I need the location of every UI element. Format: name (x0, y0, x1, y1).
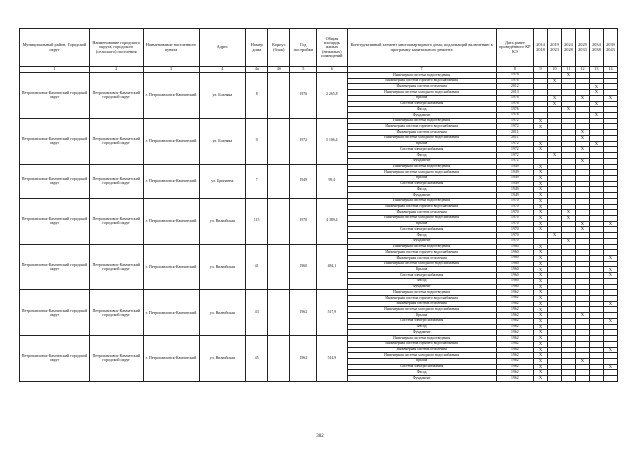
year-cell: 1970 (290, 198, 317, 244)
period-cell: X (534, 267, 548, 273)
period-cell: X (575, 130, 589, 136)
element-cell: Система электроснабжения (347, 101, 496, 107)
area-cell: 2 265,8 (317, 73, 347, 119)
period-cell: X (534, 187, 548, 193)
element-cell: Инженерная система водоотведения (347, 73, 496, 79)
element-cell: Инженерная система холодного водоснабжения (347, 307, 496, 313)
prev-date-cell: 1962 (496, 353, 533, 359)
district-cell: Петропавловск-Камчатский городской округ (20, 73, 90, 119)
period-cell: X (534, 324, 548, 330)
area-cell: 484,1 (317, 244, 347, 290)
element-cell: Система электроснабжения (347, 181, 496, 187)
block-cell (268, 336, 290, 382)
element-cell: Инженерная система водоотведения (347, 164, 496, 170)
period-cell: X (534, 198, 548, 204)
prev-date-cell: 1976 (496, 78, 533, 84)
col-header-locality: Наименование населенного пункта (143, 29, 199, 67)
period-cell: X (589, 113, 603, 119)
column-number-cell: 9 (534, 67, 548, 73)
prev-date-cell: 1960 (496, 278, 533, 284)
house-number-cell: 7 (246, 164, 268, 198)
prev-date-cell: 1962 (496, 376, 533, 382)
period-cell: X (561, 73, 575, 79)
period-cell: X (603, 95, 617, 101)
prev-date-cell: 2012 (496, 84, 533, 90)
period-cell: X (534, 376, 548, 382)
element-cell: Фасад (347, 107, 496, 113)
period-cell: X (534, 358, 548, 364)
address-cell: ул. Вилюйская (199, 336, 246, 382)
column-number-cell: 6 (317, 67, 347, 73)
address-cell: ул. Вилюйская (199, 244, 246, 290)
prev-date-cell: 1970 (496, 233, 533, 239)
col-header-area: Общая площадь жилых (нежилых) помещений (317, 29, 347, 67)
element-cell: Инженерная система холодного водоснабжения (347, 353, 496, 359)
column-number-cell: 4а (246, 67, 268, 73)
prev-date-cell: 1976 (496, 73, 533, 79)
period-cell: X (547, 95, 561, 101)
prev-date-cell: 1976 (496, 113, 533, 119)
house-number-cell: 41 (246, 244, 268, 290)
period-cell: X (575, 358, 589, 364)
element-cell: Инженерная система холодного водоснабжения (347, 170, 496, 176)
prev-date-cell: 1962 (496, 301, 533, 307)
area-cell: 5 106,4 (317, 118, 347, 164)
locality-cell: г. Петропавловск-Камчатский (143, 118, 199, 164)
prev-date-cell: 1962 (496, 341, 533, 347)
element-cell: Инженерная система холодного водоснабжения (347, 135, 496, 141)
district-cell: Петропавловск-Камчатский городской округ (20, 118, 90, 164)
element-cell: Инженерная система горячего водоснабжения (347, 204, 496, 210)
column-number-cell: 7 (347, 67, 496, 73)
house-number-cell: 9 (246, 118, 268, 164)
element-cell: Инженерная система отопления (347, 210, 496, 216)
district-cell: Петропавловск-Камчатский городской округ (20, 336, 90, 382)
prev-date-cell: 1962 (496, 358, 533, 364)
locality-cell: г. Петропавловск-Камчатский (143, 164, 199, 198)
period-cell: X (534, 284, 548, 290)
period-cell: X (534, 336, 548, 342)
block-cell (268, 244, 290, 290)
element-cell: Фундамент (347, 158, 496, 164)
locality-cell: г. Петропавловск-Камчатский (143, 336, 199, 382)
period-cell: X (534, 296, 548, 302)
column-number-cell: 4б (268, 67, 290, 73)
period-cell: X (603, 301, 617, 307)
area-cell: 99,4 (317, 164, 347, 198)
period-cell: X (547, 153, 561, 159)
element-cell: Фундамент (347, 238, 496, 244)
element-cell: Инженерная система отопления (347, 301, 496, 307)
period-cell: X (575, 227, 589, 233)
period-cell: X (534, 261, 548, 267)
house-number-cell: 115 (246, 198, 268, 244)
prev-date-cell: 1949 (496, 181, 533, 187)
period-cell: X (534, 227, 548, 233)
period-cell: X (534, 175, 548, 181)
prev-date-cell: 1962 (496, 313, 533, 319)
period-cell: X (561, 210, 575, 216)
district-cell: Петропавловск-Камчатский городской округ (20, 290, 90, 336)
period-cell: X (534, 256, 548, 262)
period-cell: X (534, 147, 548, 153)
column-number-cell: 11 (561, 67, 575, 73)
prev-date-cell: 1972 (496, 158, 533, 164)
period-cell: X (534, 221, 548, 227)
period-cell: X (534, 347, 548, 353)
year-cell: 1972 (290, 118, 317, 164)
period-cell: X (575, 95, 589, 101)
element-cell: Система электроснабжения (347, 318, 496, 324)
period-cell: X (534, 170, 548, 176)
element-cell: Инженерная система горячего водоснабжения (347, 78, 496, 84)
prev-date-cell: 1962 (496, 318, 533, 324)
settlement-cell: Петропавловск-Камчатский городской округ (89, 73, 143, 119)
period-cell: X (603, 221, 617, 227)
period-cell: X (534, 273, 548, 279)
prev-date-cell: 1962 (496, 364, 533, 370)
house-number-cell: 8 (246, 73, 268, 119)
element-cell: Система электроснабжения (347, 147, 496, 153)
year-cell: 1960 (290, 244, 317, 290)
element-cell: Фундамент (347, 284, 496, 290)
period-cell: X (561, 238, 575, 244)
period-cell (547, 376, 561, 382)
period-cell: X (534, 210, 548, 216)
period-cell: X (534, 307, 548, 313)
district-cell: Петропавловск-Камчатский городской округ (20, 244, 90, 290)
element-cell: Инженерная система горячего водоснабжения (347, 296, 496, 302)
prev-date-cell: 1949 (496, 170, 533, 176)
column-number-cell: 14 (603, 67, 617, 73)
period-cell (575, 376, 589, 382)
element-cell: Инженерная система отопления (347, 347, 496, 353)
element-cell: Фундамент (347, 113, 496, 119)
period-cell: X (534, 341, 548, 347)
address-cell: ул. Бохняка (199, 118, 246, 164)
element-cell: Инженерная система водоотведения (347, 336, 496, 342)
prev-date-cell: 1949 (496, 164, 533, 170)
period-cell (589, 376, 603, 382)
table-body (20, 73, 618, 382)
address-cell: ул. Бригинна (199, 164, 246, 198)
area-cell: 4 389,4 (317, 198, 347, 244)
house-number-cell: 43 (246, 290, 268, 336)
element-cell: Инженерная система холодного водоснабжения (347, 90, 496, 96)
prev-date-cell: 1970 (496, 227, 533, 233)
element-cell: Инженерная система водоотведения (347, 118, 496, 124)
block-cell (268, 198, 290, 244)
prev-date-cell: 2011 (496, 135, 533, 141)
element-cell: Крыша (347, 313, 496, 319)
period-cell: X (534, 290, 548, 296)
col-header-district: Муниципальный район, Городской округ (20, 29, 90, 67)
district-cell: Петропавловск-Камчатский городской округ (20, 164, 90, 198)
col-header-block: Корпус (блок) (268, 29, 290, 67)
area-cell: 514,9 (317, 336, 347, 382)
column-number-cell: 1 (20, 67, 90, 73)
period-cell: X (575, 221, 589, 227)
col-header-address: Адрес (199, 29, 246, 67)
element-cell: Фасад (347, 153, 496, 159)
period-cell: X (534, 318, 548, 324)
prev-date-cell: 1962 (496, 330, 533, 336)
prev-date-cell: 1972 (496, 147, 533, 153)
year-cell: 1962 (290, 336, 317, 382)
settlement-cell: Петропавловск-Камчатский городской округ (89, 198, 143, 244)
element-cell: Фасад (347, 187, 496, 193)
col-header-element: Конструктивный элемент многоквартирного дома, подлежащий включению в программу капитального ремонта (347, 29, 496, 67)
settlement-cell: Петропавловск-Камчатский городской округ (89, 164, 143, 198)
element-cell: Фасад (347, 324, 496, 330)
period-cell: X (534, 215, 548, 221)
period-cell: X (589, 90, 603, 96)
prev-date-cell: 1976 (496, 107, 533, 113)
settlement-cell: Петропавловск-Камчатский городской округ (89, 118, 143, 164)
element-cell: Инженерная система водоотведения (347, 198, 496, 204)
prev-date-cell: 1962 (496, 324, 533, 330)
prev-date-cell: 1962 (496, 370, 533, 376)
period-cell: X (534, 370, 548, 376)
period-cell: X (561, 215, 575, 221)
element-cell: Фасад (347, 278, 496, 284)
period-cell: X (534, 181, 548, 187)
col-header-settlement: Наименование городского округа, городского (сельского) поселения (89, 29, 143, 67)
house-number-cell: 45 (246, 336, 268, 382)
settlement-cell: Петропавловск-Камчатский городской округ (89, 244, 143, 290)
prev-date-cell: 1949 (496, 187, 533, 193)
prev-date-cell: 1972 (496, 124, 533, 130)
col-header-house-number: Номер дома (246, 29, 268, 67)
element-cell: Инженерная система водоотведения (347, 244, 496, 250)
element-cell: Фундамент (347, 193, 496, 199)
block-cell (268, 73, 290, 119)
settlement-cell: Петропавловск-Камчатский городской округ (89, 290, 143, 336)
prev-date-cell: 1962 (496, 336, 533, 342)
period-cell (561, 376, 575, 382)
period-cell: X (534, 193, 548, 199)
col-header-year: Год постройки (290, 29, 317, 67)
period-cell: X (575, 313, 589, 319)
locality-cell: г. Петропавловск-Камчатский (143, 73, 199, 119)
prev-date-cell: 1962 (496, 307, 533, 313)
prev-date-cell: 1960 (496, 250, 533, 256)
element-cell: Инженерная система отопления (347, 256, 496, 262)
col-header-period-5: 2034 2038 (589, 29, 603, 67)
element-cell: Инженерная система отопления (347, 130, 496, 136)
prev-date-cell: 1960 (496, 261, 533, 267)
element-cell: Система электроснабжения (347, 227, 496, 233)
element-cell: Инженерная система горячего водоснабжения (347, 124, 496, 130)
locality-cell: г. Петропавловск-Камчатский (143, 244, 199, 290)
element-cell: Инженерная система холодного водоснабжения (347, 261, 496, 267)
period-cell: X (589, 101, 603, 107)
prev-date-cell: 1960 (496, 284, 533, 290)
element-cell: Крыша (347, 358, 496, 364)
block-cell (268, 118, 290, 164)
column-number-cell: 13 (589, 67, 603, 73)
period-cell: X (603, 273, 617, 279)
prev-date-cell: 1970 (496, 238, 533, 244)
prev-date-cell: 1976 (496, 95, 533, 101)
block-cell (268, 164, 290, 198)
period-cell: X (575, 147, 589, 153)
period-cell: X (547, 233, 561, 239)
prev-date-cell: 2011 (496, 130, 533, 136)
period-cell: X (575, 158, 589, 164)
prev-date-cell: 1972 (496, 141, 533, 147)
year-cell: 1976 (290, 73, 317, 119)
col-header-period-4: 2029 2033 (575, 29, 589, 67)
element-cell: Инженерная система горячего водоснабжения (347, 250, 496, 256)
column-number-cell: 8 (496, 67, 533, 73)
prev-date-cell: 1970 (496, 198, 533, 204)
element-cell: Инженерная система горячего водоснабжения (347, 341, 496, 347)
period-cell: X (561, 107, 575, 113)
period-cell: X (575, 135, 589, 141)
element-cell: Фундамент (347, 376, 496, 382)
district-cell: Петропавловск-Камчатский городской округ (20, 198, 90, 244)
period-cell: X (589, 84, 603, 90)
prev-date-cell: 1960 (496, 267, 533, 273)
prev-date-cell: 1970 (496, 204, 533, 210)
prev-date-cell: 1970 (496, 221, 533, 227)
prev-date-cell: 1960 (496, 244, 533, 250)
prev-date-cell: 1949 (496, 193, 533, 199)
period-cell: X (534, 250, 548, 256)
col-header-prev-date: Дата ранее проведённого КР КЭ (496, 29, 533, 67)
header-row (20, 29, 618, 67)
block-cell (268, 290, 290, 336)
year-cell: 1962 (290, 290, 317, 336)
element-cell: Фасад (347, 370, 496, 376)
element-cell: Крыша (347, 267, 496, 273)
element-cell: Инженерная система отопления (347, 84, 496, 90)
period-cell: X (534, 353, 548, 359)
period-cell: X (534, 118, 548, 124)
prev-date-cell: 1972 (496, 153, 533, 159)
period-cell: X (547, 101, 561, 107)
period-cell: X (547, 78, 561, 84)
period-cell: X (534, 141, 548, 147)
capital-repair-table (19, 28, 618, 382)
period-cell: X (534, 301, 548, 307)
period-cell: X (589, 141, 603, 147)
address-cell: ул. Вилюйская (199, 198, 246, 244)
column-number-cell: 3 (143, 67, 199, 73)
prev-date-cell: 1949 (496, 175, 533, 181)
element-cell: Система электроснабжения (347, 364, 496, 370)
year-cell: 1949 (290, 164, 317, 198)
prev-date-cell: 1976 (496, 101, 533, 107)
prev-date-cell: 2013 (496, 90, 533, 96)
element-cell: Инженерная система холодного водоснабжения (347, 215, 496, 221)
period-cell: X (534, 124, 548, 130)
period-cell: X (534, 313, 548, 319)
period-cell: X (534, 278, 548, 284)
address-cell: ул. Вилюйская (199, 290, 246, 336)
element-cell: Крыша (347, 95, 496, 101)
period-cell (603, 376, 617, 382)
element-cell: Фундамент (347, 330, 496, 336)
prev-date-cell: 1962 (496, 290, 533, 296)
element-cell: Крыша (347, 175, 496, 181)
period-cell: X (534, 164, 548, 170)
period-cell: X (534, 244, 548, 250)
element-cell: Фасад (347, 233, 496, 239)
prev-date-cell: 1960 (496, 256, 533, 262)
element-cell: Система электроснабжения (347, 273, 496, 279)
page-number: 302 (316, 434, 324, 439)
column-number-cell: 2 (89, 67, 143, 73)
period-cell: X (534, 330, 548, 336)
period-cell: X (534, 204, 548, 210)
locality-cell: г. Петропавловск-Камчатский (143, 290, 199, 336)
prev-date-cell: 1962 (496, 347, 533, 353)
area-cell: 517,9 (317, 290, 347, 336)
period-cell: X (603, 256, 617, 262)
column-number-cell: 12 (575, 67, 589, 73)
address-cell: ул. Бохняка (199, 73, 246, 119)
element-cell: Крыша (347, 141, 496, 147)
col-header-period-3: 2024 2028 (561, 29, 575, 67)
period-cell: X (534, 364, 548, 370)
settlement-cell: Петропавловск-Камчатский городской округ (89, 336, 143, 382)
element-cell: Инженерная система водоотведения (347, 290, 496, 296)
element-cell: Крыша (347, 221, 496, 227)
col-header-period-6: 2039 2043 (603, 29, 617, 67)
period-cell: X (603, 364, 617, 370)
prev-date-cell: 1970 (496, 215, 533, 221)
prev-date-cell: 1972 (496, 118, 533, 124)
locality-cell: г. Петропавловск-Камчатский (143, 198, 199, 244)
col-header-period-1: 2014 2018 (534, 29, 548, 67)
period-cell: X (603, 347, 617, 353)
prev-date-cell: 1960 (496, 273, 533, 279)
column-number-cell: 10 (547, 67, 561, 73)
period-cell: X (603, 318, 617, 324)
column-number-cell: 4 (199, 67, 246, 73)
column-number-cell: 5 (290, 67, 317, 73)
period-cell: X (603, 267, 617, 273)
col-header-period-2: 2019 2023 (547, 29, 561, 67)
prev-date-cell: 1970 (496, 210, 533, 216)
prev-date-cell: 1962 (496, 296, 533, 302)
